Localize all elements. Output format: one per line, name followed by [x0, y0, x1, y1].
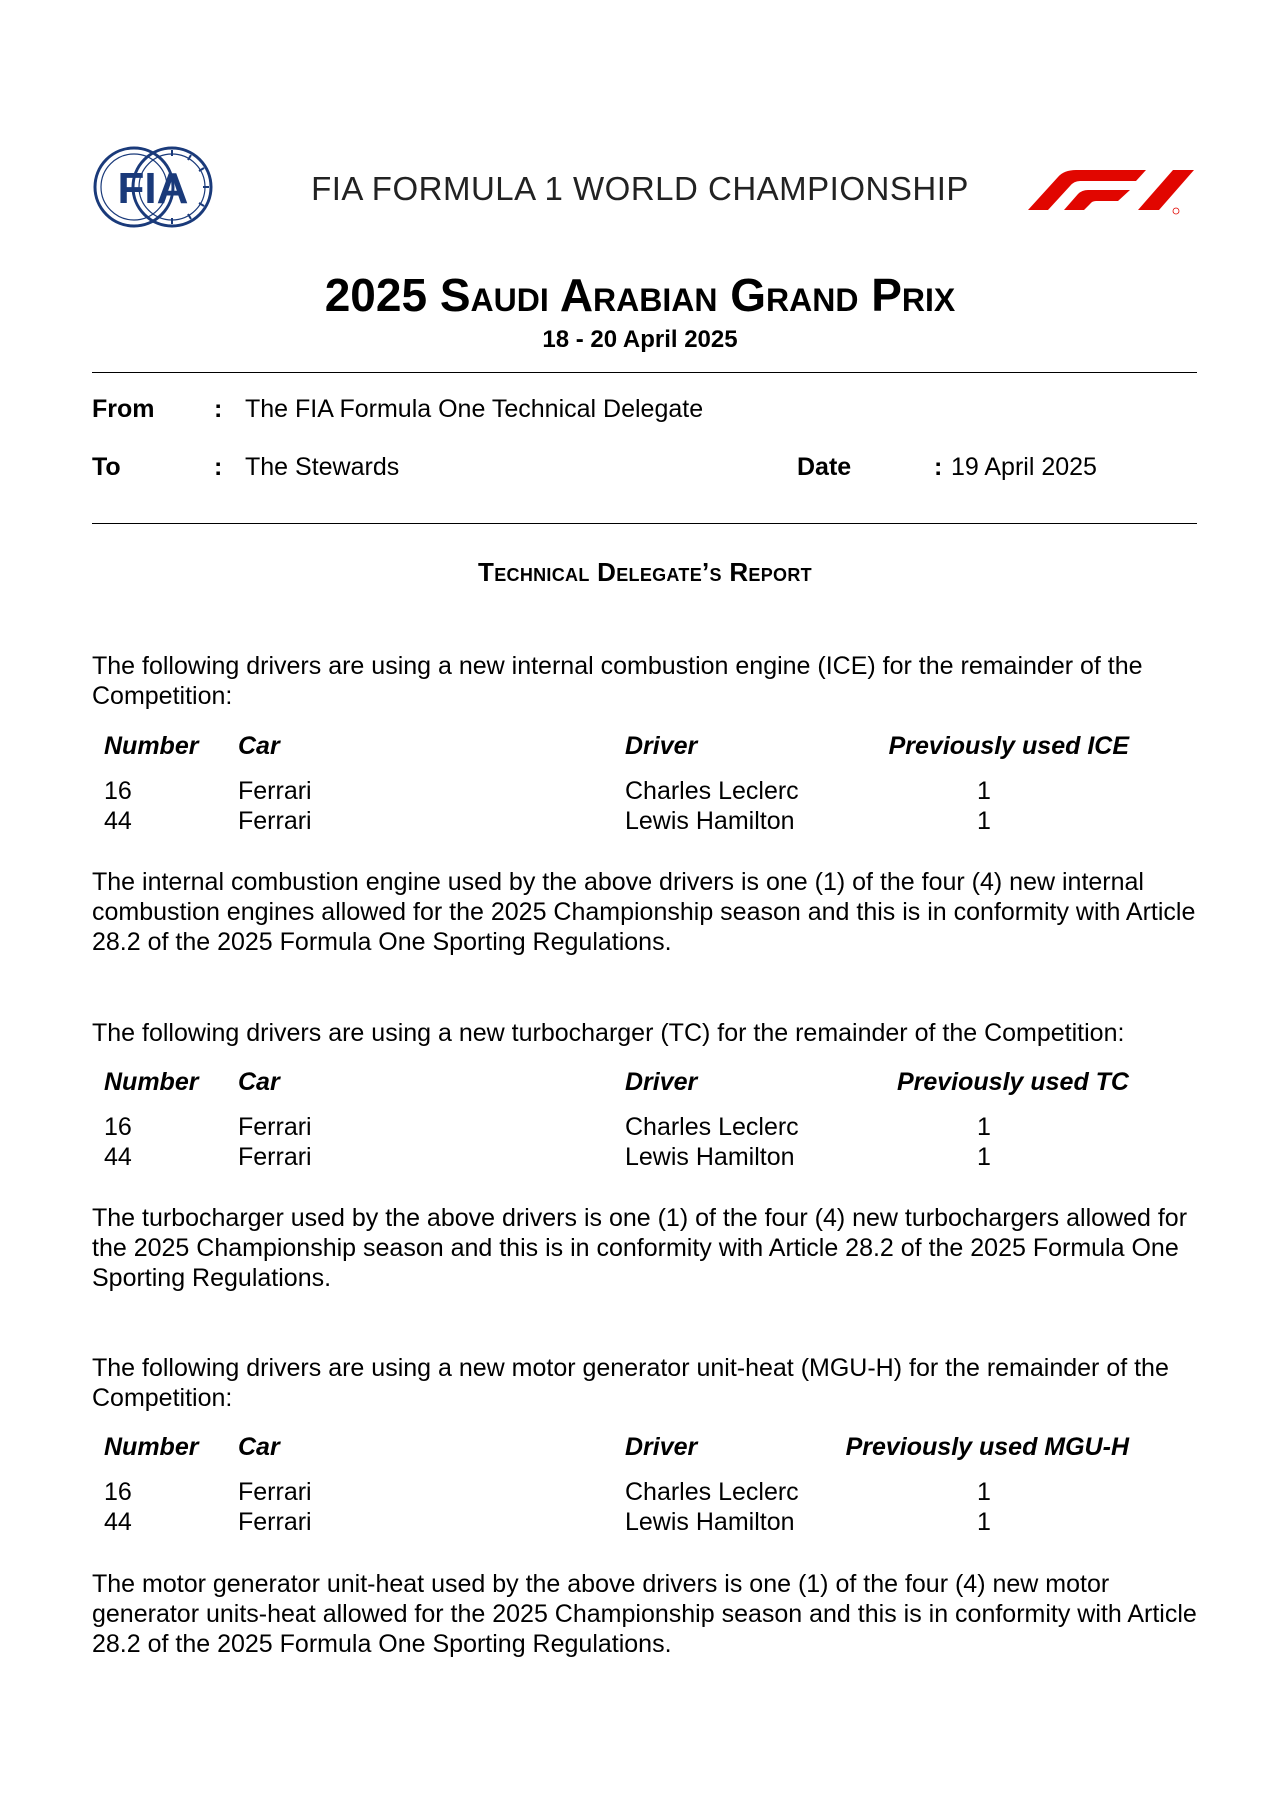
table-header: Previously used ICE	[888, 732, 1129, 760]
cell-previous: 1	[977, 1143, 991, 1171]
table-header: Driver	[625, 1433, 698, 1461]
cell-number: 16	[104, 777, 132, 805]
cell-previous: 1	[977, 1113, 991, 1141]
table-header: Previously used TC	[896, 1068, 1129, 1096]
to-colon: :	[214, 453, 223, 481]
cell-car: Ferrari	[238, 1508, 312, 1536]
cell-previous: 1	[977, 1508, 991, 1536]
cell-driver: Charles Leclerc	[625, 1478, 799, 1506]
table-row	[92, 1478, 1197, 1508]
divider-bottom	[92, 523, 1197, 524]
cell-car: Ferrari	[238, 777, 312, 805]
table-header: Previously used MGU-H	[845, 1433, 1129, 1461]
fia-logo-text: FIA	[117, 164, 189, 213]
table-row	[92, 1508, 1197, 1538]
section-intro: The following drivers are using a new motor generator unit-heat (MGU-H) for the remainder of the Competition:	[92, 1354, 1169, 1412]
section-note: The turbocharger used by the above drivers is one (1) of the four (4) new turbochargers allowed for the 2025 Championship season and this is in conformity with Article 28.2 of the 2025 Formula One Sporting Regulations.	[92, 1204, 1188, 1292]
f1-logo	[1018, 165, 1198, 215]
cell-car: Ferrari	[238, 1113, 312, 1141]
from-label: From	[92, 395, 155, 423]
cell-number: 16	[104, 1113, 132, 1141]
table-header: Number	[104, 1068, 199, 1096]
cell-driver: Charles Leclerc	[625, 1113, 799, 1141]
report-title: Technical Delegate’s Report	[478, 557, 812, 587]
cell-previous: 1	[977, 777, 991, 805]
date-colon: :	[934, 453, 943, 481]
table-header: Driver	[625, 732, 698, 760]
table-row	[92, 1113, 1197, 1143]
cell-number: 44	[104, 1143, 132, 1171]
cell-driver: Charles Leclerc	[625, 777, 799, 805]
table-header: Number	[104, 732, 199, 760]
table-row	[92, 777, 1197, 807]
table-header: Car	[238, 1068, 280, 1096]
cell-driver: Lewis Hamilton	[625, 807, 795, 835]
section-intro: The following drivers are using a new internal combustion engine (ICE) for the remainder of the Competition:	[92, 652, 1143, 710]
cell-previous: 1	[977, 1478, 991, 1506]
event-dates: 18 - 20 April 2025	[542, 326, 738, 353]
to-value: The Stewards	[245, 453, 400, 481]
to-label: To	[92, 453, 121, 481]
fia-logo	[92, 145, 214, 229]
table-row	[92, 807, 1197, 837]
event-title	[0, 268, 1280, 322]
cell-car: Ferrari	[238, 1143, 312, 1171]
cell-number: 44	[104, 1508, 132, 1536]
cell-number: 44	[104, 807, 132, 835]
table-row	[92, 1143, 1197, 1173]
from-colon: :	[214, 395, 223, 423]
divider-top	[92, 372, 1197, 373]
table-header: Number	[104, 1433, 199, 1461]
table-header: Driver	[625, 1068, 698, 1096]
section-note: The motor generator unit-heat used by the above drivers is one (1) of the four (4) new motor generator units-heat allowed for the 2025 Championship season and this is in conformity with Article 28.2 of the 2025 Formula One Sporting Regulations.	[92, 1570, 1197, 1658]
section-intro: The following drivers are using a new turbocharger (TC) for the remainder of the Competition:	[92, 1019, 1125, 1047]
cell-driver: Lewis Hamilton	[625, 1143, 795, 1171]
table-header: Car	[238, 732, 280, 760]
date-label: Date	[797, 453, 852, 481]
cell-number: 16	[104, 1478, 132, 1506]
championship-title: FIA FORMULA 1 WORLD CHAMPIONSHIP	[311, 170, 969, 207]
event-name: Saudi Arabian Grand Prix	[439, 269, 956, 321]
section-note: The internal combustion engine used by the above drivers is one (1) of the four (4) new internal combustion engines allowed for the 2025 Championship season and this is in conformity with Article 28.2 of the 2025 Formula One Sporting Regulations.	[92, 868, 1196, 956]
table-header: Car	[238, 1433, 280, 1461]
date-value: 19 April 2025	[951, 453, 1097, 481]
cell-previous: 1	[977, 807, 991, 835]
event-year: 2025	[324, 269, 428, 321]
cell-car: Ferrari	[238, 807, 312, 835]
from-value: The FIA Formula One Technical Delegate	[245, 395, 704, 423]
cell-car: Ferrari	[238, 1478, 312, 1506]
cell-driver: Lewis Hamilton	[625, 1508, 795, 1536]
